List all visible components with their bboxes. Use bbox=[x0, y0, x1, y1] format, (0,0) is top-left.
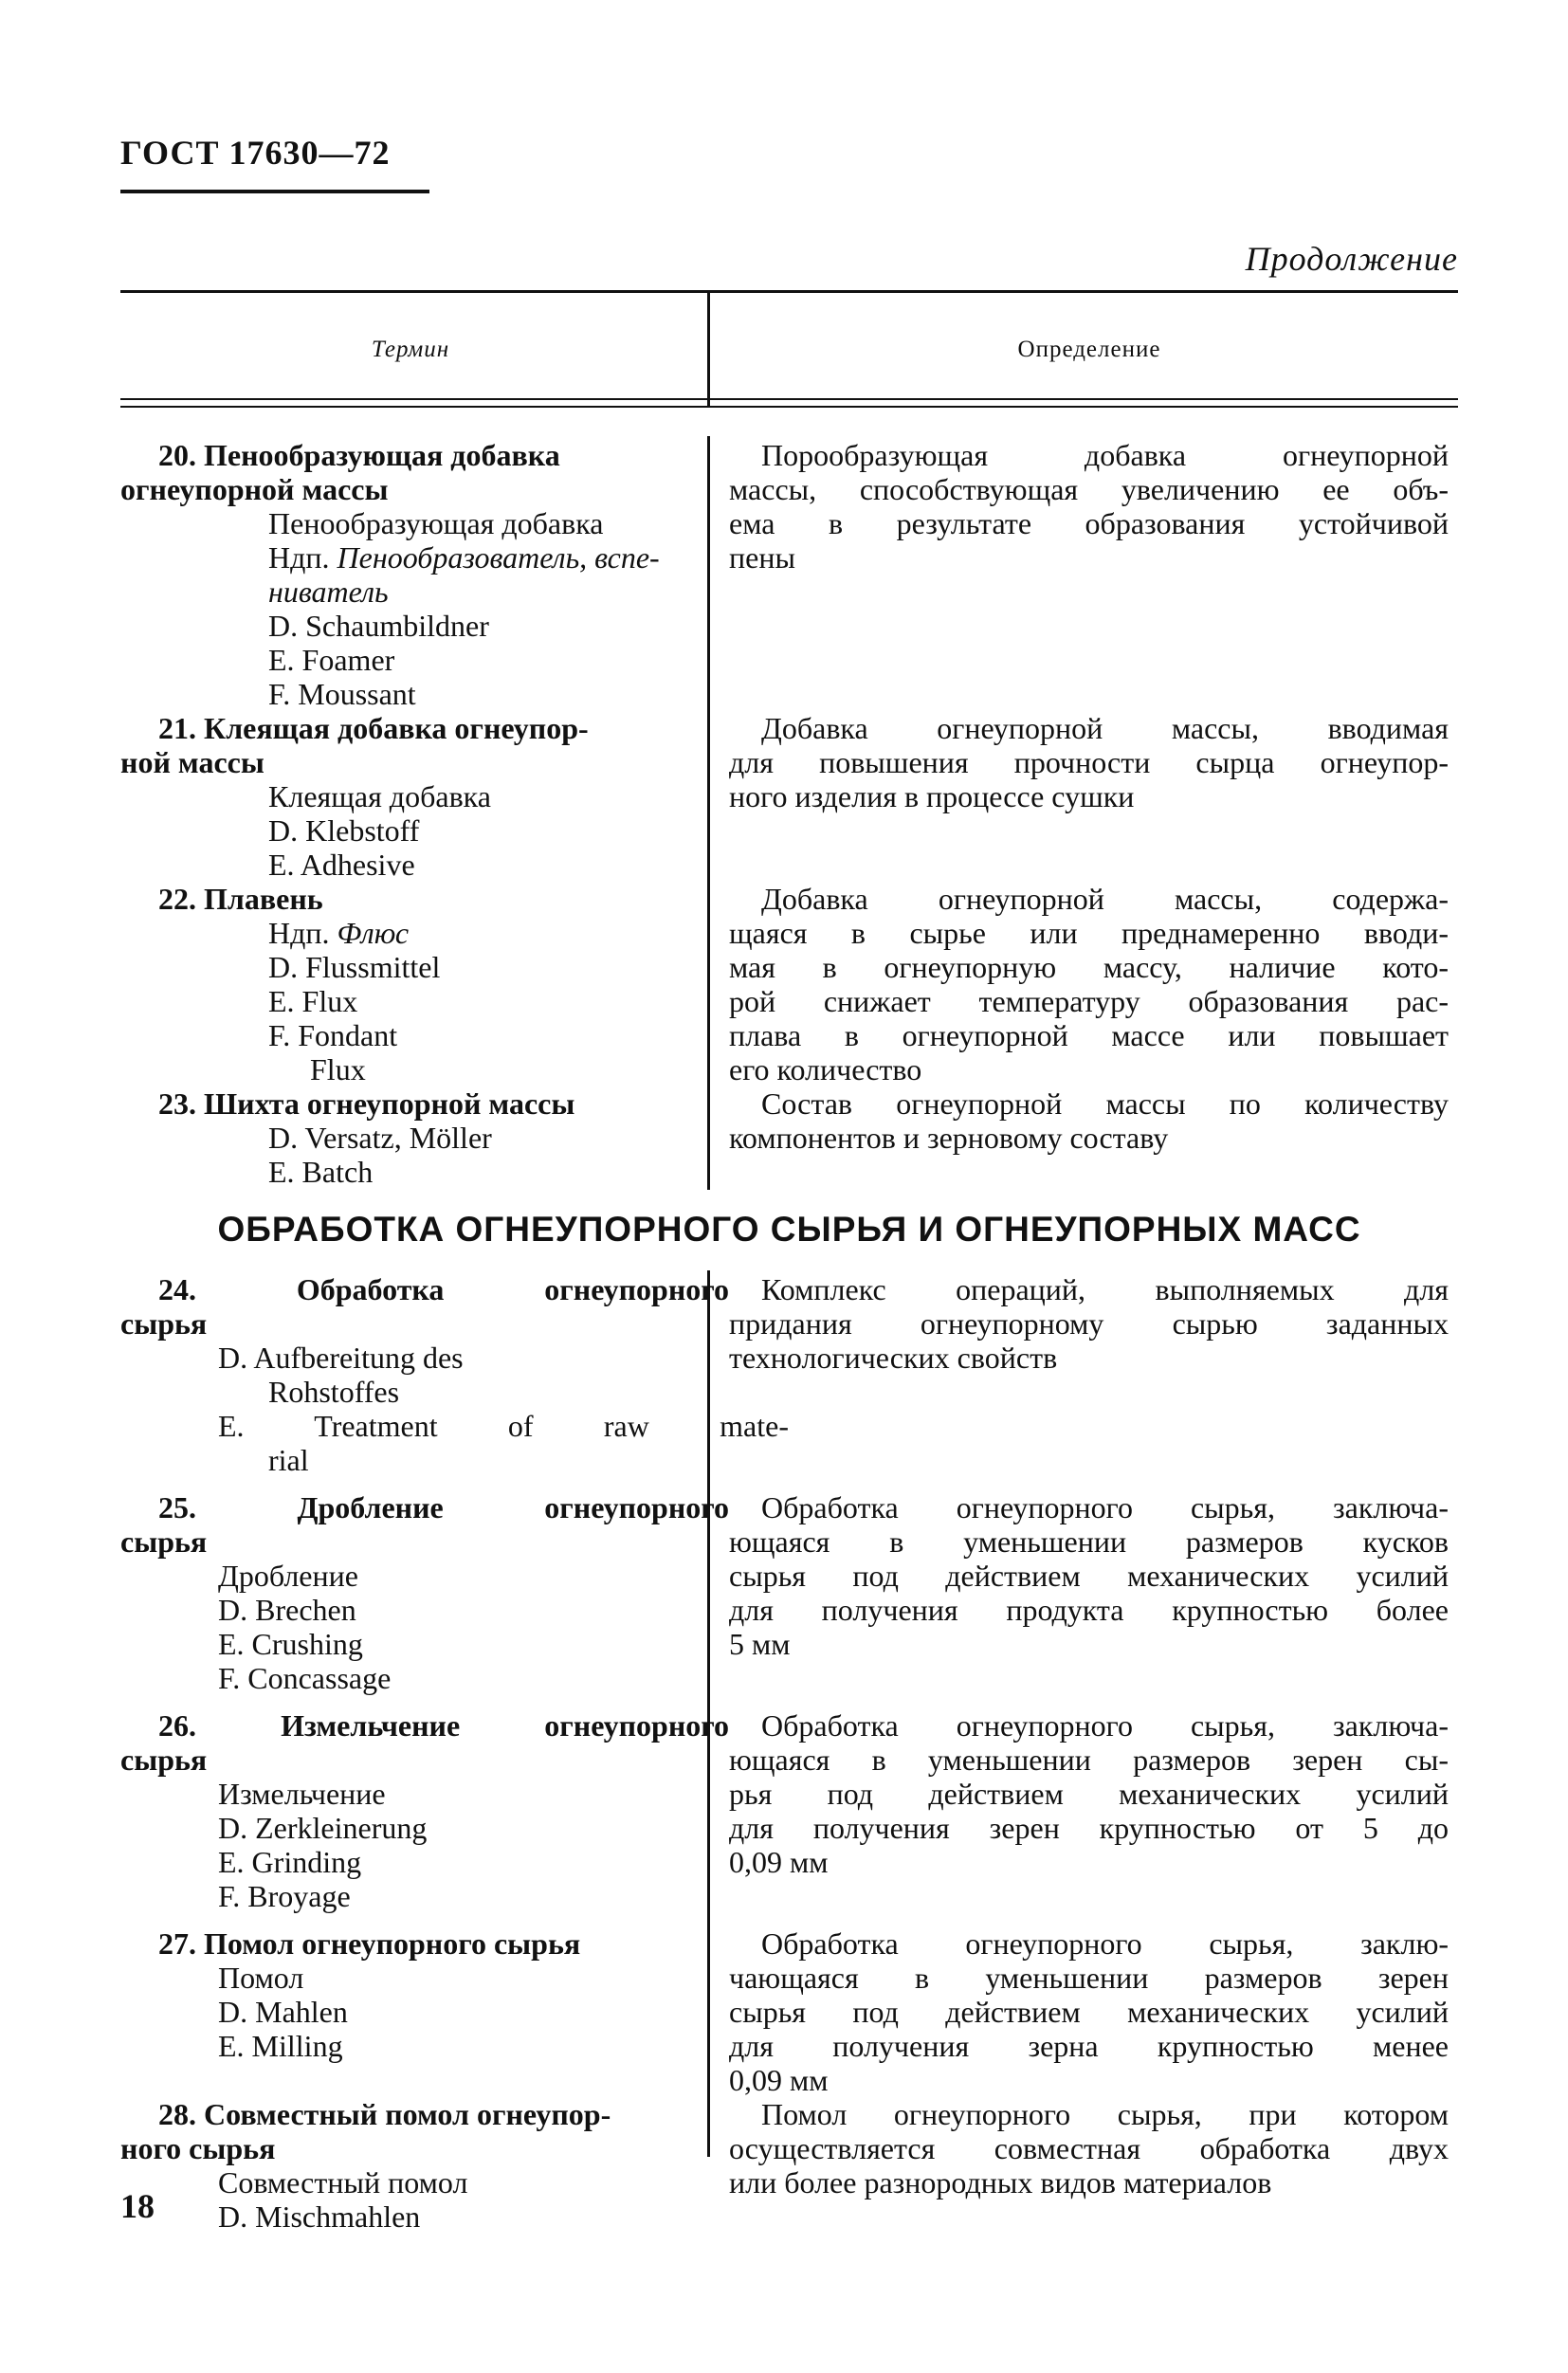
definition-line: Обработка огнеупорного сырья, заключа- bbox=[761, 1490, 1449, 1524]
definition-line: осуществляется совместная обработка двух bbox=[729, 2131, 1449, 2165]
definition-line: 0,09 мм bbox=[729, 1845, 829, 1879]
term-line: ниватель bbox=[268, 575, 389, 609]
term-line: Клеящая добавка bbox=[268, 779, 491, 813]
column-divider bbox=[707, 290, 710, 406]
definition-line: пены bbox=[729, 540, 795, 575]
term-entry bbox=[120, 711, 1458, 882]
terms-table-top bbox=[120, 438, 1458, 1189]
term-line: E. Flux bbox=[268, 984, 358, 1018]
term-line: D. Mahlen bbox=[218, 1995, 348, 2029]
definition-cell bbox=[701, 1086, 1449, 1189]
term-line: D. Aufbereitung des bbox=[218, 1341, 464, 1375]
term-line: Измельчение bbox=[218, 1777, 386, 1811]
term-heading: 28. Совместный помол огнеупор- bbox=[158, 2097, 611, 2131]
definition-line: компонентов и зерновому составу bbox=[729, 1121, 1169, 1155]
definition-line: рья под действием механических усилий bbox=[729, 1777, 1449, 1811]
term-line: E. Batch bbox=[268, 1155, 374, 1189]
definition-cell bbox=[701, 2097, 1449, 2234]
term-cell bbox=[120, 882, 701, 1086]
term-line: сырья bbox=[120, 1743, 208, 1777]
term-line: D. Schaumbildner bbox=[268, 609, 489, 643]
title-underline bbox=[120, 190, 429, 193]
term-cell bbox=[120, 1086, 701, 1189]
term-line: Ндп. Пенообразователь, вспе- bbox=[268, 540, 660, 575]
term-line: D. Zerkleinerung bbox=[218, 1811, 428, 1845]
term-heading: 25. Дробление огнеупорного bbox=[158, 1490, 729, 1524]
document-title: ГОСТ 17630—72 bbox=[120, 134, 391, 172]
term-entry bbox=[120, 1926, 1458, 2097]
definition-line: для получения зерен крупностью от 5 до bbox=[729, 1811, 1449, 1845]
term-entry bbox=[120, 438, 1458, 711]
term-cell bbox=[120, 438, 701, 711]
term-line: Flux bbox=[310, 1052, 366, 1086]
term-heading: 22. Плавень bbox=[158, 882, 323, 916]
definition-cell bbox=[701, 1708, 1449, 1913]
term-line: E. Crushing bbox=[218, 1627, 363, 1661]
term-entry bbox=[120, 1086, 1458, 1189]
term-cell bbox=[120, 711, 701, 882]
term-heading: 20. Пенообразующая добавка bbox=[158, 438, 560, 472]
term-column-header: Термин bbox=[371, 337, 450, 362]
definition-line: или более разнородных видов материалов bbox=[729, 2165, 1272, 2200]
term-line: Rohstoffes bbox=[268, 1375, 400, 1409]
term-line: Помол bbox=[218, 1961, 304, 1995]
term-entry bbox=[120, 1272, 1458, 1477]
definition-line: Обработка огнеупорного сырья, заключа- bbox=[761, 1708, 1449, 1743]
definition-cell bbox=[701, 711, 1449, 882]
terms-table-bottom bbox=[120, 1272, 1458, 2234]
term-line: F. Broyage bbox=[218, 1879, 351, 1913]
definition-column-header: Определение bbox=[1017, 337, 1161, 362]
term-cell bbox=[120, 1490, 729, 1695]
term-line: rial bbox=[268, 1443, 309, 1477]
term-cell bbox=[120, 1272, 789, 1477]
term-cell bbox=[120, 1708, 729, 1913]
term-cell bbox=[120, 2097, 701, 2234]
definition-line: ющаяся в уменьшении размеров зерен сы- bbox=[729, 1743, 1449, 1777]
definition-cell bbox=[701, 882, 1449, 1086]
page-number: 18 bbox=[120, 2187, 155, 2225]
definition-line: его количество bbox=[729, 1052, 922, 1086]
term-line: ного сырья bbox=[120, 2131, 276, 2165]
term-line: D. Versatz, Möller bbox=[268, 1121, 492, 1155]
definition-cell bbox=[701, 438, 1449, 711]
definition-line: мая в огнеупорную массу, наличие кото- bbox=[729, 950, 1449, 984]
term-line: сырья bbox=[120, 1524, 208, 1559]
definition-line: Добавка огнеупорной массы, вводимая bbox=[761, 711, 1449, 745]
section-heading: ОБРАБОТКА ОГНЕУПОРНОГО СЫРЬЯ И ОГНЕУПОРНЫХ МАСС bbox=[217, 1210, 1361, 1249]
definition-line: для получения зерна крупностью менее bbox=[729, 2029, 1449, 2063]
header-rule bbox=[120, 398, 1458, 400]
term-line: Пенообразующая добавка bbox=[268, 506, 604, 540]
term-heading: 21. Клеящая добавка огнеупор- bbox=[158, 711, 589, 745]
definition-line: ного изделия в процессе сушки bbox=[729, 779, 1135, 813]
definition-line: 5 мм bbox=[729, 1627, 791, 1661]
definition-line: Добавка огнеупорной массы, содержа- bbox=[761, 882, 1449, 916]
definition-line: сырья под действием механических усилий bbox=[729, 1559, 1449, 1593]
term-line: E. Milling bbox=[218, 2029, 343, 2063]
term-entry bbox=[120, 2097, 1458, 2234]
definition-line: ема в результате образования устойчивой bbox=[729, 506, 1449, 540]
term-line: D. Klebstoff bbox=[268, 813, 420, 848]
definition-line: рой снижает температуру образования рас- bbox=[729, 984, 1449, 1018]
term-heading: 27. Помол огнеупорного сырья bbox=[158, 1926, 581, 1961]
term-line: E. Grinding bbox=[218, 1845, 362, 1879]
term-line: F. Fondant bbox=[268, 1018, 398, 1052]
definition-line: придания огнеупорному сырью заданных bbox=[729, 1306, 1449, 1341]
definition-line: ющаяся в уменьшении размеров кусков bbox=[729, 1524, 1449, 1559]
definition-cell bbox=[701, 1272, 1449, 1477]
term-heading: 24. Обработка огнеупорного bbox=[158, 1272, 729, 1306]
term-entry bbox=[120, 1708, 1458, 1913]
term-cell bbox=[120, 1926, 701, 2097]
definition-line: для получения продукта крупностью более bbox=[729, 1593, 1449, 1627]
term-line: F. Moussant bbox=[268, 677, 416, 711]
term-entry bbox=[120, 882, 1458, 1086]
definition-line: Комплекс операций, выполняемых для bbox=[761, 1272, 1449, 1306]
term-line: Дробление bbox=[218, 1559, 358, 1593]
definition-line: массы, способствующая увеличению ее объ- bbox=[729, 472, 1449, 506]
term-line: ной массы bbox=[120, 745, 264, 779]
definition-line: для повышения прочности сырца огнеупор- bbox=[729, 745, 1449, 779]
definition-cell bbox=[701, 1490, 1449, 1695]
definition-line: Помол огнеупорного сырья, при котором bbox=[761, 2097, 1449, 2131]
term-line: E. Adhesive bbox=[268, 848, 415, 882]
term-line: D. Brechen bbox=[218, 1593, 356, 1627]
definition-cell bbox=[701, 1926, 1449, 2097]
term-heading: 26. Измельчение огнеупорного bbox=[158, 1708, 729, 1743]
term-line: огнеупорной массы bbox=[120, 472, 389, 506]
term-line: Совместный помол bbox=[218, 2165, 468, 2200]
term-line: F. Concassage bbox=[218, 1661, 392, 1695]
definition-line: Обработка огнеупорного сырья, заклю- bbox=[761, 1926, 1449, 1961]
definition-line: технологических свойств bbox=[729, 1341, 1058, 1375]
term-line: E. Treatment of raw mate- bbox=[218, 1409, 789, 1443]
definition-line: Порообразующая добавка огнеупорной bbox=[761, 438, 1449, 472]
term-line: сырья bbox=[120, 1306, 208, 1341]
term-line: D. Mischmahlen bbox=[218, 2200, 421, 2234]
definition-line: плава в огнеупорной массе или повышает bbox=[729, 1018, 1449, 1052]
term-heading: 23. Шихта огнеупорной массы bbox=[158, 1086, 575, 1121]
term-line: D. Flussmittel bbox=[268, 950, 441, 984]
definition-line: щаяся в сырье или преднамеренно вводи- bbox=[729, 916, 1449, 950]
definition-line: Состав огнеупорной массы по количеству bbox=[761, 1086, 1449, 1121]
continuation-label: Продолжение bbox=[1245, 240, 1458, 278]
term-line: E. Foamer bbox=[268, 643, 395, 677]
table-top-rule bbox=[120, 290, 1458, 293]
definition-line: сырья под действием механических усилий bbox=[729, 1995, 1449, 2029]
term-line: Ндп. Флюс bbox=[268, 916, 410, 950]
term-entry bbox=[120, 1490, 1458, 1695]
header-rule bbox=[120, 406, 1458, 408]
definition-line: 0,09 мм bbox=[729, 2063, 829, 2097]
definition-line: чающаяся в уменьшении размеров зерен bbox=[729, 1961, 1449, 1995]
